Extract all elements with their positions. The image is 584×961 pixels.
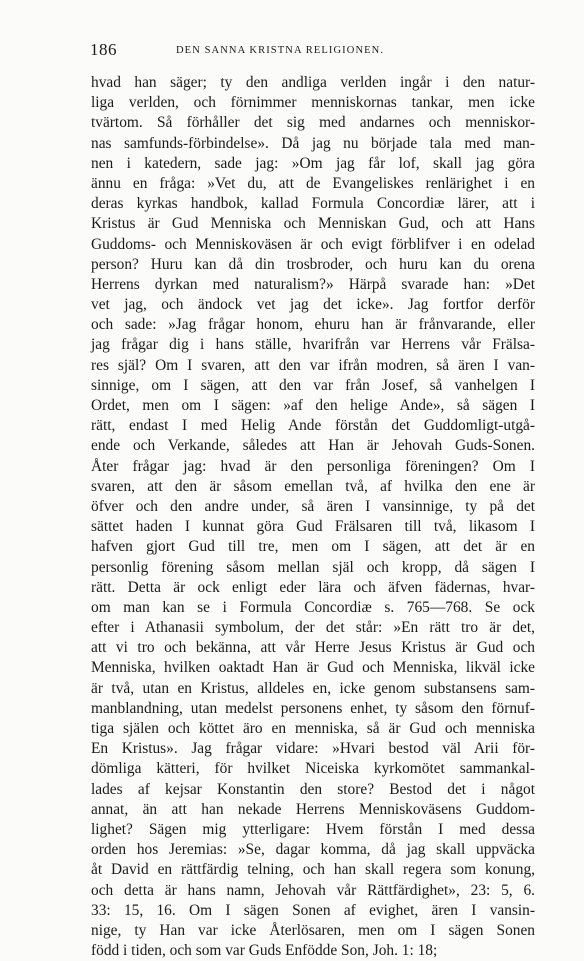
text-line: nas samfunds-förbindelse». Då jag nu började tala med man-	[91, 134, 535, 152]
text-line: född i tiden, och som var Guds Enfödde Son, Joh. 1: 18;	[91, 942, 438, 960]
text-line: rätt, endast I med Helig Ande förstån det Guddomligt-utgå-	[91, 417, 535, 435]
running-head: DEN SANNA KRISTNA RELIGIONEN.	[176, 45, 385, 56]
text-line: orden hos Jeremias: »Se, dagar komma, då jag skall uppväcka	[91, 841, 535, 859]
text-line: person? Huru kan då din trosbroder, och huru kan du orena	[91, 255, 535, 273]
text-line: tvärtom. Så förhåller det sig med andarnes och menniskor-	[91, 114, 535, 132]
page-header	[90, 40, 520, 64]
text-line: vet jag, och ändock vet jag det icke». Jag fortfor derför	[91, 296, 535, 314]
text-line: Åter frågar jag: hvad är den personliga föreningen? Om I	[91, 457, 535, 475]
text-line: Ordet, men om I sägen: »af den helige Ande», så sägen I	[91, 397, 535, 414]
text-line: nen i katedern, sade jag: »Om jag får lof, skall jag göra	[91, 154, 535, 172]
text-line: åt David en rättfärdig telning, och han skall regera som konung,	[91, 861, 535, 879]
text-line: hafven gjort Gud till tre, men om I sägen, att det är en	[91, 538, 535, 556]
text-line: nige, ty Han var icke Återlösaren, men om I sägen Sonen	[91, 921, 535, 939]
text-line: deras kyrkas handbok, kallad Formula Concordiæ lärer, att i	[91, 195, 535, 213]
text-line: Guddoms- och Menniskoväsen är och evigt förblifver i en odelad	[91, 235, 535, 253]
text-line: är två, utan en Kristus, alldeles en, icke genom substansens sam-	[91, 679, 535, 697]
text-line: sättet haden I kunnat göra Gud Frälsaren till två, likasom I	[91, 518, 535, 536]
text-line: svaren, att den är såsom emellan två, af hvilka den ene är	[91, 477, 535, 495]
text-line: tiga själen och köttet äro en menniska, så är Gud och menniska	[91, 720, 535, 737]
text-line: rätt. Detta är ock enligt eder lära och äfven fädernas, hvar-	[91, 578, 535, 596]
text-line: res själ? Om I svaren, att den var ifrån modren, så ären I van-	[91, 356, 535, 374]
text-line: manblandning, utan medelst personens enhet, ty såsom den förnuf-	[91, 699, 535, 717]
text-line: att vi tro och bekänna, att vår Herre Jesus Kristus är Gud och	[91, 639, 535, 657]
text-line: 33: 15, 16. Om I sägen Sonen af evighet, ären I vansin-	[91, 901, 535, 919]
text-line: dömliga kätteri, för hvilket Niceiska kyrkomötet sammankal-	[91, 760, 535, 778]
text-line: annat, än att han nekade Herrens Menniskoväsens Guddom-	[91, 800, 535, 818]
text-line: Herrens dyrkan med naturalism?» Härpå svarade han: »Det	[91, 275, 535, 293]
text-line: öfver och den andre under, så ären I vansinnige, ty på det	[91, 497, 535, 515]
text-line: och detta är hans namn, Jehovah vår Rättfärdighet», 23: 5, 6.	[91, 881, 535, 899]
text-line: ännu en fråga: »Vet du, att de Evangeliskes renlärighet i en	[91, 174, 535, 192]
text-line: Kristus är Gud Menniska och Menniskan Gud, och att Hans	[91, 215, 535, 233]
text-line: personlig förening såsom mellan själ och kropp, då sägen I	[91, 558, 535, 576]
text-line: och sade: »Jag frågar honom, ehuru han är frånvarande, eller	[91, 316, 535, 334]
text-line: liga verlden, och förnimmer menniskornas tankar, men icke	[91, 94, 535, 112]
body-text	[91, 73, 535, 961]
text-line: sinnige, om I sägen, att den var från Josef, så vanhelgen I	[91, 376, 535, 394]
text-line: En Kristus». Jag frågar vidare: »Hvari bestod väl Arii för-	[91, 740, 535, 758]
text-line: efter i Athanasii symbolum, der det står: »En rätt tro är det,	[91, 619, 535, 637]
text-line: lighet? Sägen mig ytterligare: Hvem förstån I med dessa	[91, 820, 535, 838]
text-line: lades af kejsar Konstantin den store? Bestod det i något	[91, 780, 535, 798]
text-line: hvad han säger; ty den andliga verlden ingår i den natur-	[91, 74, 535, 91]
text-line: Menniska, hvilken oaktadt Han är Gud och Menniska, likväl icke	[91, 659, 535, 677]
page-number: 186	[90, 40, 117, 59]
text-line: om man kan se i Formula Concordiæ s. 765—768. Se ock	[91, 598, 535, 616]
text-line: ende och Verkande, således att Han är Jehovah Guds-Sonen.	[91, 437, 535, 455]
text-line: jag frågar dig i hans ställe, hvarifrån var Herrens vår Frälsa-	[91, 336, 535, 354]
